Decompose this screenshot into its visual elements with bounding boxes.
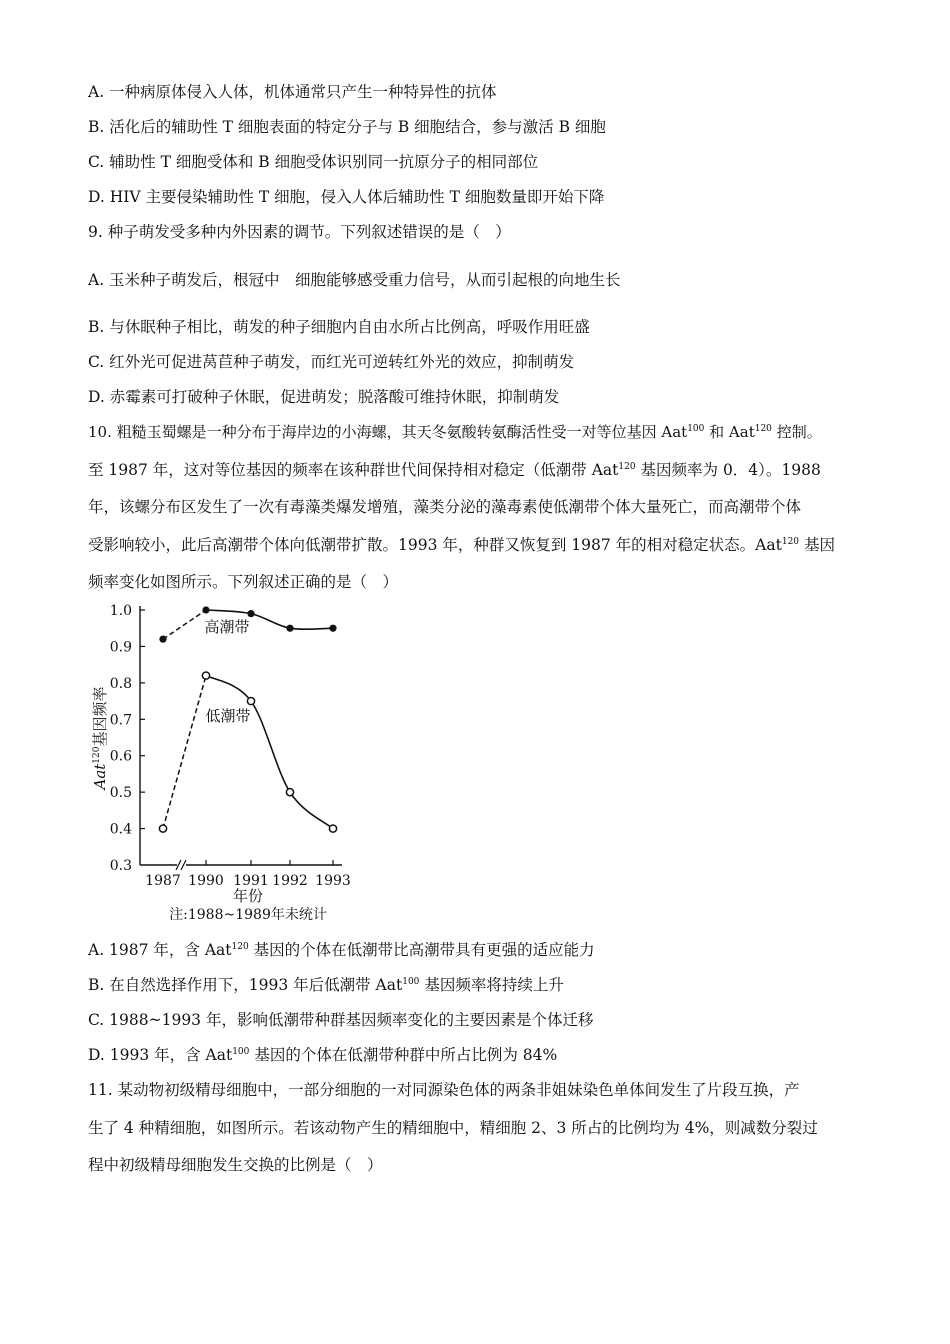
data-point xyxy=(159,825,166,832)
data-point xyxy=(202,606,209,613)
y-axis-label: Aat$^{120}$基因频率 xyxy=(91,686,109,790)
x-tick-label: 1991 xyxy=(233,873,269,889)
q9-option-b: B. 与休眠种子相比，萌发的种子细胞内自由水所占比例高，呼吸作用旺盛 xyxy=(88,318,590,336)
series-dashed-segment xyxy=(163,610,206,639)
q9-stem: 9. 种子萌发受多种内外因素的调节。下列叙述错误的是（ ） xyxy=(88,223,511,241)
data-point xyxy=(286,625,293,632)
data-point xyxy=(202,672,209,679)
data-point xyxy=(286,789,293,796)
x-axis-label: 年份 xyxy=(232,887,264,905)
y-tick-label: 0.6 xyxy=(109,748,132,765)
x-tick-label: 1992 xyxy=(272,873,308,889)
y-tick-label: 0.3 xyxy=(109,858,132,874)
q8-option-b: B. 活化后的辅助性 T 细胞表面的特定分子与 B 细胞结合，参与激活 B 细胞 xyxy=(88,118,606,136)
y-tick-label: 0.5 xyxy=(109,785,132,802)
q10-option-b: B. 在自然选择作用下，1993 年后低潮带 Aat$^{100}$ 基因频率将持续上升 xyxy=(88,976,564,994)
q10-option-c: C. 1988~1993 年，影响低潮带种群基因频率变化的主要因素是个体迁移 xyxy=(88,1011,594,1029)
q8-option-d: D. HIV 主要侵染辅助性 T 细胞，侵入人体后辅助性 T 细胞数量即开始下降 xyxy=(88,188,605,206)
series-solid-line xyxy=(206,676,333,829)
q10-stem-line-5: 频率变化如图所示。下列叙述正确的是（ ） xyxy=(88,573,399,591)
x-tick-label: 1990 xyxy=(188,873,224,889)
q9-option-a: A. 玉米种子萌发后，根冠中 细胞能够感受重力信号，从而引起根的向地生长 xyxy=(88,271,621,289)
q11-stem-line-2: 生了 4 种精细胞，如图所示。若该动物产生的精细胞中，精细胞 2、3 所占的比例均为 4%，则减数分裂过 xyxy=(88,1119,818,1137)
chart-series xyxy=(159,606,336,832)
data-point xyxy=(329,825,336,832)
data-point xyxy=(247,697,254,704)
axis-break-mark-2 xyxy=(181,860,186,870)
q10-stem-line-3: 年，该螺分布区发生了一次有毒藻类爆发增殖，藻类分泌的藻毒素使低潮带个体大量死亡，而高潮带个体 xyxy=(88,498,802,516)
q11-stem-line-3: 程中初级精母细胞发生交换的比例是（ ） xyxy=(88,1156,383,1174)
y-tick-label: 0.4 xyxy=(109,821,132,838)
chart-axes xyxy=(140,606,342,870)
series-dashed-segment xyxy=(163,676,206,829)
y-tick-label: 1.0 xyxy=(109,603,132,619)
chart-ticks xyxy=(110,603,351,889)
q10-option-d: D. 1993 年，含 Aat$^{100}$ 基因的个体在低潮带种群中所占比例为 84% xyxy=(88,1046,558,1064)
q10-stem-line-4: 受影响较小，此后高潮带个体向低潮带扩散。1993 年，种群又恢复到 1987 年的相对稳定状态。Aat$^{120}$ 基因 xyxy=(88,536,835,554)
x-tick-label: 1987 xyxy=(145,873,181,889)
y-tick-label: 0.8 xyxy=(109,675,132,692)
q8-option-c: C. 辅助性 T 细胞受体和 B 细胞受体识别同一抗原分子的相同部位 xyxy=(88,153,539,171)
series-label: 低潮带 xyxy=(205,707,251,725)
series-high-tide xyxy=(159,606,336,642)
chart-note: 注:1988~1989年未统计 xyxy=(169,907,327,923)
series-label: 高潮带 xyxy=(204,618,250,636)
q9-option-c: C. 红外光可促进莴苣种子萌发，而红光可逆转红外光的效应，抑制萌发 xyxy=(88,353,575,371)
q10-option-a: A. 1987 年，含 Aat$^{120}$ 基因的个体在低潮带比高潮带具有更强的适应能力 xyxy=(88,941,595,959)
q8-option-a: A. 一种病原体侵入人体，机体通常只产生一种特异性的抗体 xyxy=(88,83,497,101)
q10-stem-line-2: 至 1987 年，这对等位基因的频率在该种群世代间保持相对稳定（低潮带 Aat$^{120}$ 基因频率为 0．4）。1988 xyxy=(88,461,821,479)
series-low-tide xyxy=(159,672,336,832)
y-tick-label: 0.7 xyxy=(109,712,132,729)
q10-stem-line-1: 10. 粗糙玉蜀螺是一种分布于海岸边的小海螺，其天冬氨酸转氨酶活性受一对等位基因 Aat$^{100}$ 和 Aat$^{120}$ 控制。 xyxy=(88,423,822,441)
data-point xyxy=(247,610,254,617)
x-tick-label: 1993 xyxy=(315,873,351,889)
data-point xyxy=(329,625,336,632)
data-point xyxy=(159,636,166,643)
y-tick-label: 0.9 xyxy=(109,639,132,656)
allele-frequency-chart xyxy=(80,598,380,928)
q9-option-d: D. 赤霉素可打破种子休眠，促进萌发；脱落酸可维持休眠，抑制萌发 xyxy=(88,388,560,406)
q11-stem-line-1: 11. 某动物初级精母细胞中，一部分细胞的一对同源染色体的两条非姐妹染色单体间发生了片段互换，产 xyxy=(88,1081,800,1099)
